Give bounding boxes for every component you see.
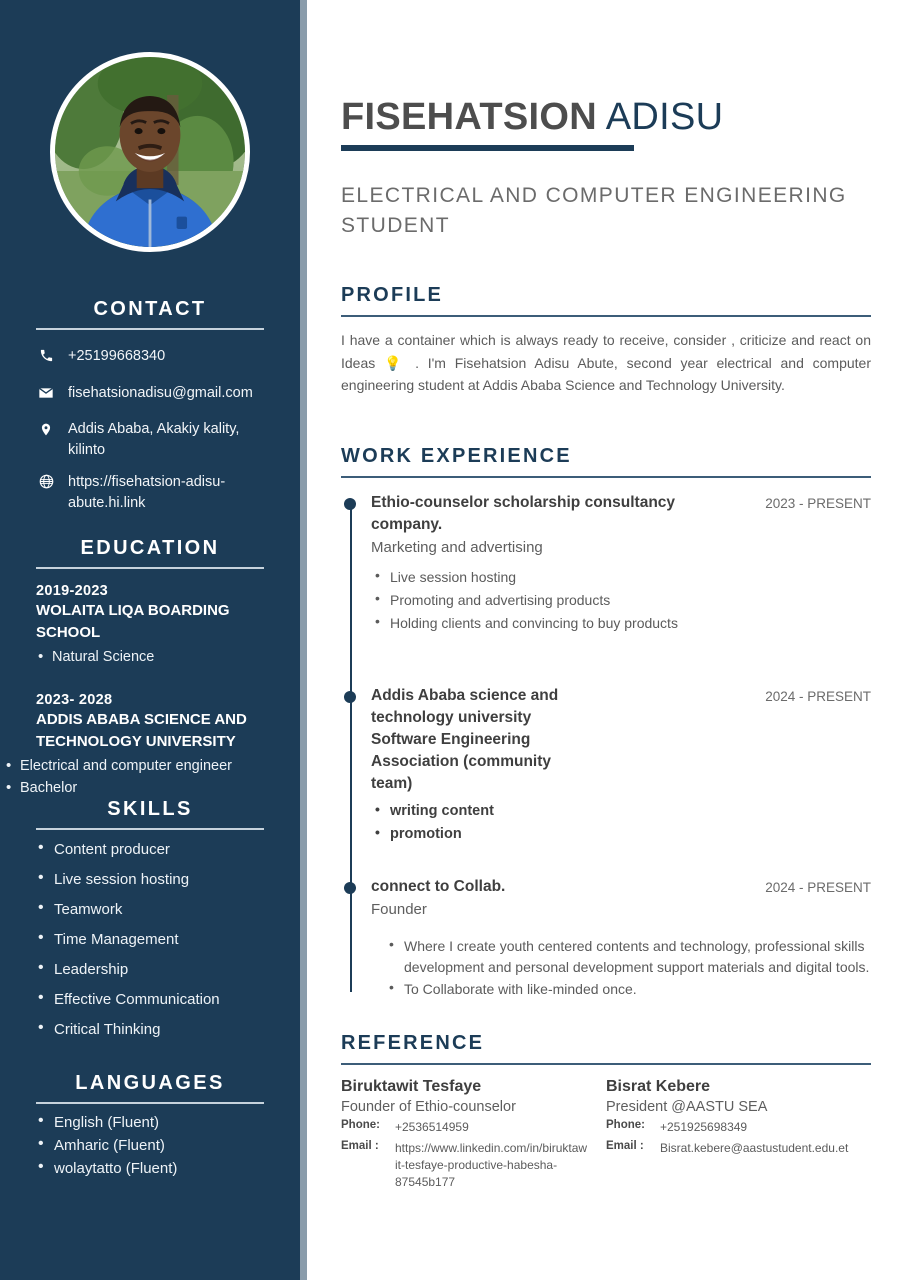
email-label: Email : xyxy=(606,1139,644,1152)
education-entry xyxy=(36,583,264,668)
list-item: • Electrical and computer engineer xyxy=(4,755,264,777)
list-item: • To Collaborate with like-minded once. xyxy=(385,979,871,1000)
sidebar-edge-strip xyxy=(300,0,307,1280)
work-date: 2023 - PRESENT xyxy=(765,495,871,511)
work-timeline xyxy=(341,492,871,1000)
profile-text: I have a container which is always ready to receive, consider , criticize and react on Ideas 💡 . I'm Fisehatsion Adisu Abute, second year electrical and computer engineering student at Addis Ababa Science and Technology University. xyxy=(341,331,871,394)
reference-heading: REFERENCE xyxy=(341,1031,485,1054)
contact-item-location[interactable] xyxy=(36,419,264,460)
reference-phone-row xyxy=(341,1119,588,1136)
reference-phone: +251925698349 xyxy=(660,1119,748,1134)
skills-section xyxy=(0,798,300,1040)
list-item: • Effective Communication xyxy=(36,989,264,1010)
work-date: 2024 - PRESENT xyxy=(765,880,871,896)
list-item: • Live session hosting xyxy=(371,567,871,588)
education-years: 2023- 2028 xyxy=(36,692,113,709)
list-item: • wolaytatto (Fluent) xyxy=(36,1158,264,1179)
contact-location-text: Addis Ababa, Akakiy kality, kilinto xyxy=(68,421,240,458)
education-entry xyxy=(20,692,264,799)
skills-heading: SKILLS xyxy=(107,797,193,820)
work-bullet-list xyxy=(371,801,871,847)
work-bullet-list xyxy=(371,936,871,1000)
contact-item-phone[interactable] xyxy=(36,346,264,367)
job-subtitle: ELECTRICAL AND COMPUTER ENGINEERING STUDENT xyxy=(341,184,847,238)
reference-name: Biruktawit Tesfaye xyxy=(341,1077,482,1095)
reference-role: Founder of Ethio-counselor xyxy=(341,1098,516,1115)
name-underline-bar xyxy=(341,145,634,151)
contact-email-text: fisehatsionadisu@gmail.com xyxy=(68,384,253,401)
work-heading: WORK EXPERIENCE xyxy=(341,444,572,467)
reference-card xyxy=(341,1078,606,1191)
work-role: Founder xyxy=(371,901,427,919)
email-label: Email : xyxy=(341,1139,379,1152)
reference-grid xyxy=(341,1078,871,1191)
work-rule xyxy=(341,476,871,478)
reference-phone-row xyxy=(606,1119,853,1136)
main-content xyxy=(307,0,905,1280)
list-item: • writing content xyxy=(371,801,871,823)
education-section xyxy=(0,537,300,799)
phone-icon xyxy=(36,346,56,363)
languages-heading: LANGUAGES xyxy=(75,1071,225,1094)
languages-section xyxy=(0,1072,300,1179)
list-item: • promotion xyxy=(371,824,871,846)
work-title: Ethio-counselor scholarship consultancy company. xyxy=(371,493,676,533)
list-item: • Natural Science xyxy=(36,646,264,668)
phone-label: Phone: xyxy=(606,1118,645,1131)
education-detail-list xyxy=(4,755,264,800)
envelope-icon xyxy=(36,383,56,401)
list-item: • Bachelor xyxy=(4,777,264,799)
reference-card xyxy=(606,1078,871,1191)
reference-name: Bisrat Kebere xyxy=(606,1077,711,1095)
skills-list xyxy=(36,839,264,1040)
profile-rule xyxy=(341,315,871,317)
contact-item-website[interactable] xyxy=(36,472,264,513)
profile-section xyxy=(341,284,871,397)
education-school: WOLAITA LIQA BOARDING SCHOOL xyxy=(36,602,230,642)
avatar xyxy=(50,52,250,252)
list-item: • English (Fluent) xyxy=(36,1112,264,1133)
list-item: • Live session hosting xyxy=(36,869,264,890)
last-name: ADISU xyxy=(596,96,724,138)
phone-label: Phone: xyxy=(341,1118,380,1131)
location-pin-icon xyxy=(36,419,56,438)
languages-rule xyxy=(36,1102,264,1104)
list-item: • Leadership xyxy=(36,959,264,980)
sidebar xyxy=(0,0,300,1280)
reference-email-row xyxy=(341,1140,588,1191)
reference-rule xyxy=(341,1063,871,1065)
education-detail-list xyxy=(36,646,264,668)
list-item: • Promoting and advertising products xyxy=(371,590,871,611)
reference-role: President @AASTU SEA xyxy=(606,1098,768,1115)
work-role: Marketing and advertising xyxy=(371,538,543,556)
work-date: 2024 - PRESENT xyxy=(765,688,871,704)
contact-rule xyxy=(36,328,264,330)
education-school: ADDIS ABABA SCIENCE AND TECHNOLOGY UNIVERSITY xyxy=(36,711,247,751)
contact-phone-text: +25199668340 xyxy=(68,348,166,364)
list-item: • Time Management xyxy=(36,929,264,950)
reference-phone: +2536514959 xyxy=(395,1119,469,1134)
reference-section xyxy=(341,1032,871,1191)
list-item: • Content producer xyxy=(36,839,264,860)
work-bullet-list xyxy=(371,567,871,634)
contact-item-email[interactable] xyxy=(36,383,264,404)
education-rule xyxy=(36,567,264,569)
languages-list xyxy=(36,1112,264,1179)
work-title: Addis Ababa science and technology university Software Engineering Association (community team) xyxy=(371,686,559,792)
work-entry xyxy=(371,685,871,847)
skills-rule xyxy=(36,828,264,830)
list-item: • Amharic (Fluent) xyxy=(36,1135,264,1156)
work-entry xyxy=(371,492,871,634)
work-title: connect to Collab. xyxy=(371,878,506,896)
contact-heading: CONTACT xyxy=(93,298,207,320)
education-heading: EDUCATION xyxy=(80,537,220,560)
list-item: • Where I create youth centered contents and technology, professional skills development and personal development support materials and digital tools. xyxy=(385,936,871,978)
education-years: 2019-2023 xyxy=(36,583,109,600)
reference-email[interactable]: Bisrat.kebere@aastustudent.edu.et xyxy=(660,1140,849,1155)
contact-website-text: https://fisehatsion-adisu-abute.hi.link xyxy=(68,474,226,511)
profile-heading: PROFILE xyxy=(341,283,444,306)
work-experience-section xyxy=(341,445,871,1000)
reference-email[interactable]: https://www.linkedin.com/in/biruktawit-tesfaye-productive-habesha-87545b177 xyxy=(395,1140,588,1189)
contact-section xyxy=(0,298,300,513)
reference-email-row xyxy=(606,1140,853,1157)
profile-photo-image xyxy=(55,57,245,247)
first-name: FISEHATSION xyxy=(341,96,597,138)
list-item: • Holding clients and convincing to buy products xyxy=(371,613,871,634)
list-item: • Critical Thinking xyxy=(36,1019,264,1040)
page-title xyxy=(341,96,871,139)
globe-icon xyxy=(36,472,56,489)
work-entry xyxy=(371,876,871,1000)
list-item: • Teamwork xyxy=(36,899,264,920)
